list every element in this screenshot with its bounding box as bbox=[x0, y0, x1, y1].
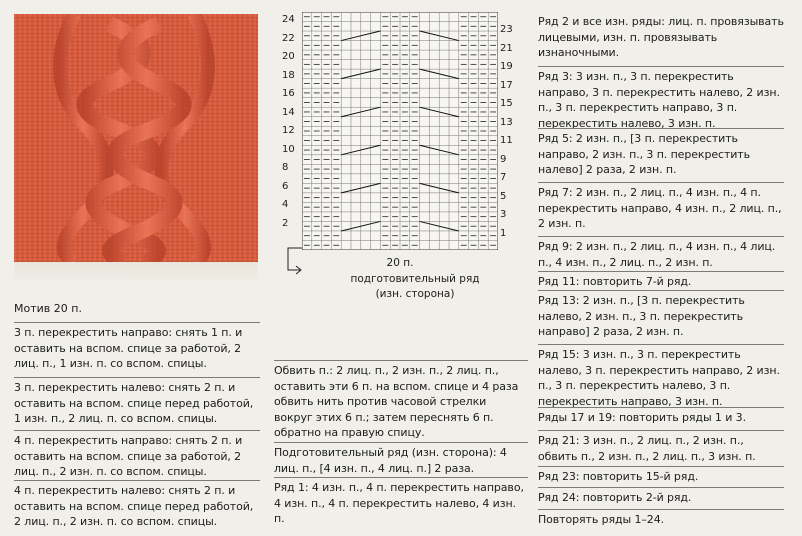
row-instruction: Ряд 15: 3 изн. п., 3 п. перекрестить налево, 3 п. перекрестить направо, 2 изн. п., 3 п. перекрестить налево, 3 п. перекрестить направо, 3 изн. п. bbox=[538, 344, 784, 409]
prep-row-label: подготовительный ряд bbox=[350, 273, 480, 285]
row-instruction: Ряд 23: повторить 15-й ряд. bbox=[538, 466, 784, 485]
chart-row-number: 10 bbox=[282, 143, 295, 155]
chart-row-number: 21 bbox=[500, 42, 513, 54]
knitted-sample-photo bbox=[14, 14, 258, 262]
definition-4-left: 4 п. перекрестить налево: снять 2 п. и оставить на вспом. спице перед работой, 2 лиц. п., 2 изн. п. со вспом. спицы. bbox=[14, 480, 260, 530]
chart-row-number: 13 bbox=[500, 116, 513, 128]
chart-row-number: 23 bbox=[500, 24, 513, 35]
chart-row-number: 6 bbox=[282, 180, 289, 192]
row-1-instruction: Ряд 1: 4 изн. п., 4 п. перекрестить направо, 4 изн. п., 4 п. перекрестить налево, 4 изн. п. bbox=[274, 477, 528, 527]
chart-grid bbox=[302, 12, 498, 250]
chart-row-number: 5 bbox=[500, 190, 507, 202]
row-instruction: Ряд 7: 2 изн. п., 2 лиц. п., 4 изн. п., 4 п. перекрестить направо, 4 изн. п., 2 лиц. п., 2 изн. п. bbox=[538, 182, 784, 232]
motif-label: Мотив 20 п. bbox=[14, 302, 82, 315]
definition-4-right: 4 п. перекрестить направо: снять 2 п. и оставить на вспом. спице за работой, 2 лиц. п., 2 изн. п. со вспом. спицы. bbox=[14, 430, 260, 480]
row-instruction: Ряд 21: 3 изн. п., 2 лиц. п., 2 изн. п., обвить п., 2 изн. п., 2 лиц. п., 3 изн. п. bbox=[538, 430, 784, 464]
chart-row-number: 17 bbox=[500, 79, 513, 91]
chart-row-number: 16 bbox=[282, 88, 295, 99]
stitch-count: 20 п. bbox=[386, 257, 414, 269]
wrap-stitch-definition: Обвить п.: 2 лиц. п., 2 изн. п., 2 лиц. п., оставить эти 6 п. на вспом. спице и 4 раза обвить нить против часовой стрелки вокруг этих 6 п.; затем переснять 6 п. обратно на правую спицу. bbox=[274, 360, 528, 441]
row-instruction: Ряд 13: 2 изн. п., [3 п. перекрестить налево, 2 изн. п., 3 п. перекрестить направо] 2 раза, 2 изн. п. bbox=[538, 290, 784, 340]
row-instruction: Ряд 9: 2 изн. п., 2 лиц. п., 4 изн. п., 4 лиц. п., 4 изн. п., 2 лиц. п., 2 изн. п. bbox=[538, 236, 784, 270]
chart-row-number: 12 bbox=[282, 125, 295, 136]
prep-row-side: (изн. сторона) bbox=[375, 288, 455, 300]
photo-caption-strip bbox=[14, 262, 258, 284]
chart-row-number: 4 bbox=[282, 199, 289, 210]
row-instruction: Повторять ряды 1–24. bbox=[538, 509, 784, 528]
prep-row-instruction: Подготовительный ряд (изн. сторона): 4 лиц. п., [4 изн. п., 4 лиц. п.] 2 раза. bbox=[274, 442, 528, 476]
chart-row-number: 2 bbox=[282, 217, 289, 229]
chart-row-number: 19 bbox=[500, 61, 513, 72]
chart-row-number: 8 bbox=[282, 162, 289, 173]
row-instruction: Ряд 2 и все изн. ряды: лиц. п. провязывать лицевыми, изн. п. провязывать изнаночными. bbox=[538, 15, 784, 59]
chart-row-number: 14 bbox=[282, 106, 295, 118]
chart-row-number: 24 bbox=[282, 14, 295, 25]
chart-row-number: 3 bbox=[500, 209, 507, 220]
chart-row-number: 1 bbox=[500, 227, 507, 239]
row-instruction: Ряд 5: 2 изн. п., [3 п. перекрестить направо, 2 изн. п., 3 п. перекрестить налево] 2 раза, 2 изн. п. bbox=[538, 128, 784, 178]
chart-row-number: 7 bbox=[500, 172, 507, 183]
definition-3-left: 3 п. перекрестить налево: снять 2 п. и оставить на вспом. спице перед работой, 1 изн. п., 2 лиц. п. со вспом. спицы. bbox=[14, 377, 260, 427]
row-instruction: Ряд 11: повторить 7-й ряд. bbox=[538, 271, 784, 290]
chart-row-number: 20 bbox=[282, 51, 295, 62]
chart-row-number: 22 bbox=[282, 32, 295, 44]
chart-row-number: 15 bbox=[500, 98, 513, 109]
row-instruction: Ряд 3: 3 изн. п., 3 п. перекрестить направо, 3 п. перекрестить налево, 2 изн. п., 3 п. перекрестить направо, 3 п. перекрестить налево, 3 изн. п. bbox=[538, 66, 784, 131]
chart-row-number: 11 bbox=[500, 135, 513, 146]
chart-row-number: 9 bbox=[500, 153, 507, 165]
chart-row-number: 18 bbox=[282, 69, 295, 81]
definition-3-right: 3 п. перекрестить направо: снять 1 п. и оставить на вспом. спице за работой, 2 лиц. п., 1 изн. п. со вспом. спицы. bbox=[14, 322, 260, 372]
row-instruction: Ряды 17 и 19: повторить ряды 1 и 3. bbox=[538, 407, 784, 426]
row-instruction: Ряд 24: повторить 2-й ряд. bbox=[538, 487, 784, 506]
